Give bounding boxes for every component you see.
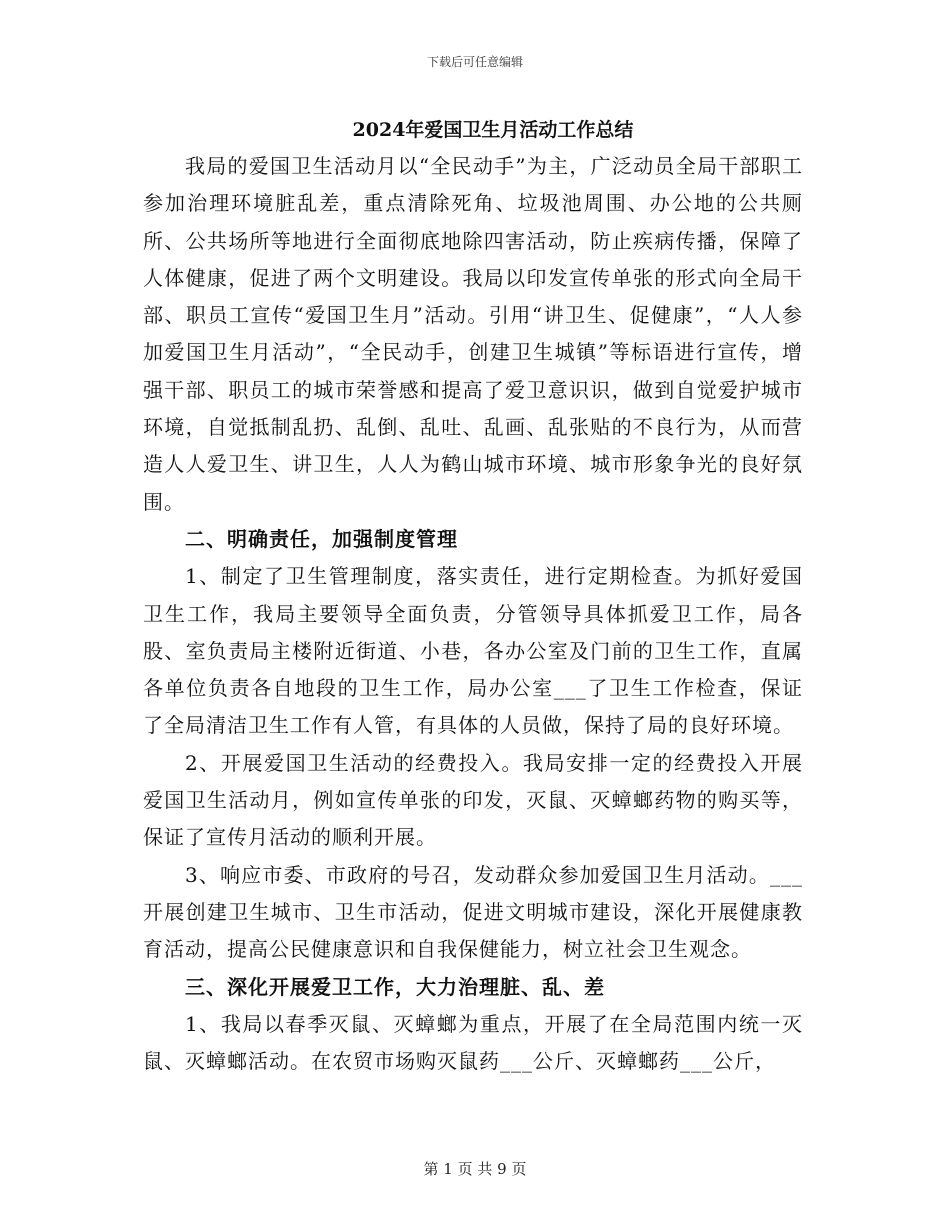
section-heading-3: 三、深化开展爱卫工作，大力治理脏、乱、差 <box>185 974 605 999</box>
document-title: 2024年爱国卫生月活动工作总结 <box>352 119 634 141</box>
section-heading-2: 二、明确责任，加强制度管理 <box>185 526 458 551</box>
paragraph-intro: 我局的爱国卫生活动月以“全民动手”为主，广泛动员全局干部职工参加治理环境脏乱差，重点清除死角、垃圾池周围、办公地的公共厕所、公共场所等地进行全面彻底地除四害活动，防止疾病传播，保障了人体健康，促进了两个文明建设。我局以印发宣传单张的形式向全局干部、职员工宣传“爱国卫生月”活动。引用“讲卫生、促健康”，“人人参加爱国卫生月活动”，“全民动手，创建卫生城镇”等标语进行宣传，增强干部、职员工的城市荣誉感和提高了爱卫意识识，做到自觉爱护城市环境，自觉抵制乱扔、乱倒、乱吐、乱画、乱张贴的不良行为，从而营造人人爱卫生、讲卫生，人人为鹤山城市环境、城市形象争光的良好氛围。 <box>143 154 803 514</box>
paragraph-2-3: 3、响应市委、市政府的号召，发动群众参加爱国卫生月活动。___开展创建卫生城市、卫生市活动，促进文明城市建设，深化开展健康教育活动，提高公民健康意识和自我保健能力，树立社会卫生观念。 <box>143 862 803 962</box>
page-number-footer: 第 1 页 共 9 页 <box>423 1160 527 1178</box>
paragraph-2-1: 1、制定了卫生管理制度，落实责任，进行定期检查。为抓好爱国卫生工作，我局主要领导全面负责，分管领导具体抓爱卫工作，局各股、室负责局主楼附近街道、小巷，各办公室及门前的卫生工作，直属各单位负责各自地段的卫生工作，局办公室___了卫生工作检查，保证了全局清洁卫生工作有人管，有具体的人员做，保持了局的良好环境。 <box>143 564 803 738</box>
page-header-note: 下载后可任意编辑 <box>426 55 523 69</box>
document-body <box>143 112 803 1080</box>
paragraph-2-2: 2、开展爱国卫生活动的经费投入。我局安排一定的经费投入开展爱国卫生活动月，例如宣传单张的印发，灭鼠、灭蟑螂药物的购买等，保证了宣传月活动的顺利开展。 <box>143 750 803 850</box>
paragraph-3-1: 1、我局以春季灭鼠、灭蟑螂为重点，开展了在全局范围内统一灭鼠、灭蟑螂活动。在农贸市场购灭鼠药___公斤、灭蟑螂药___公斤， <box>143 1011 803 1074</box>
